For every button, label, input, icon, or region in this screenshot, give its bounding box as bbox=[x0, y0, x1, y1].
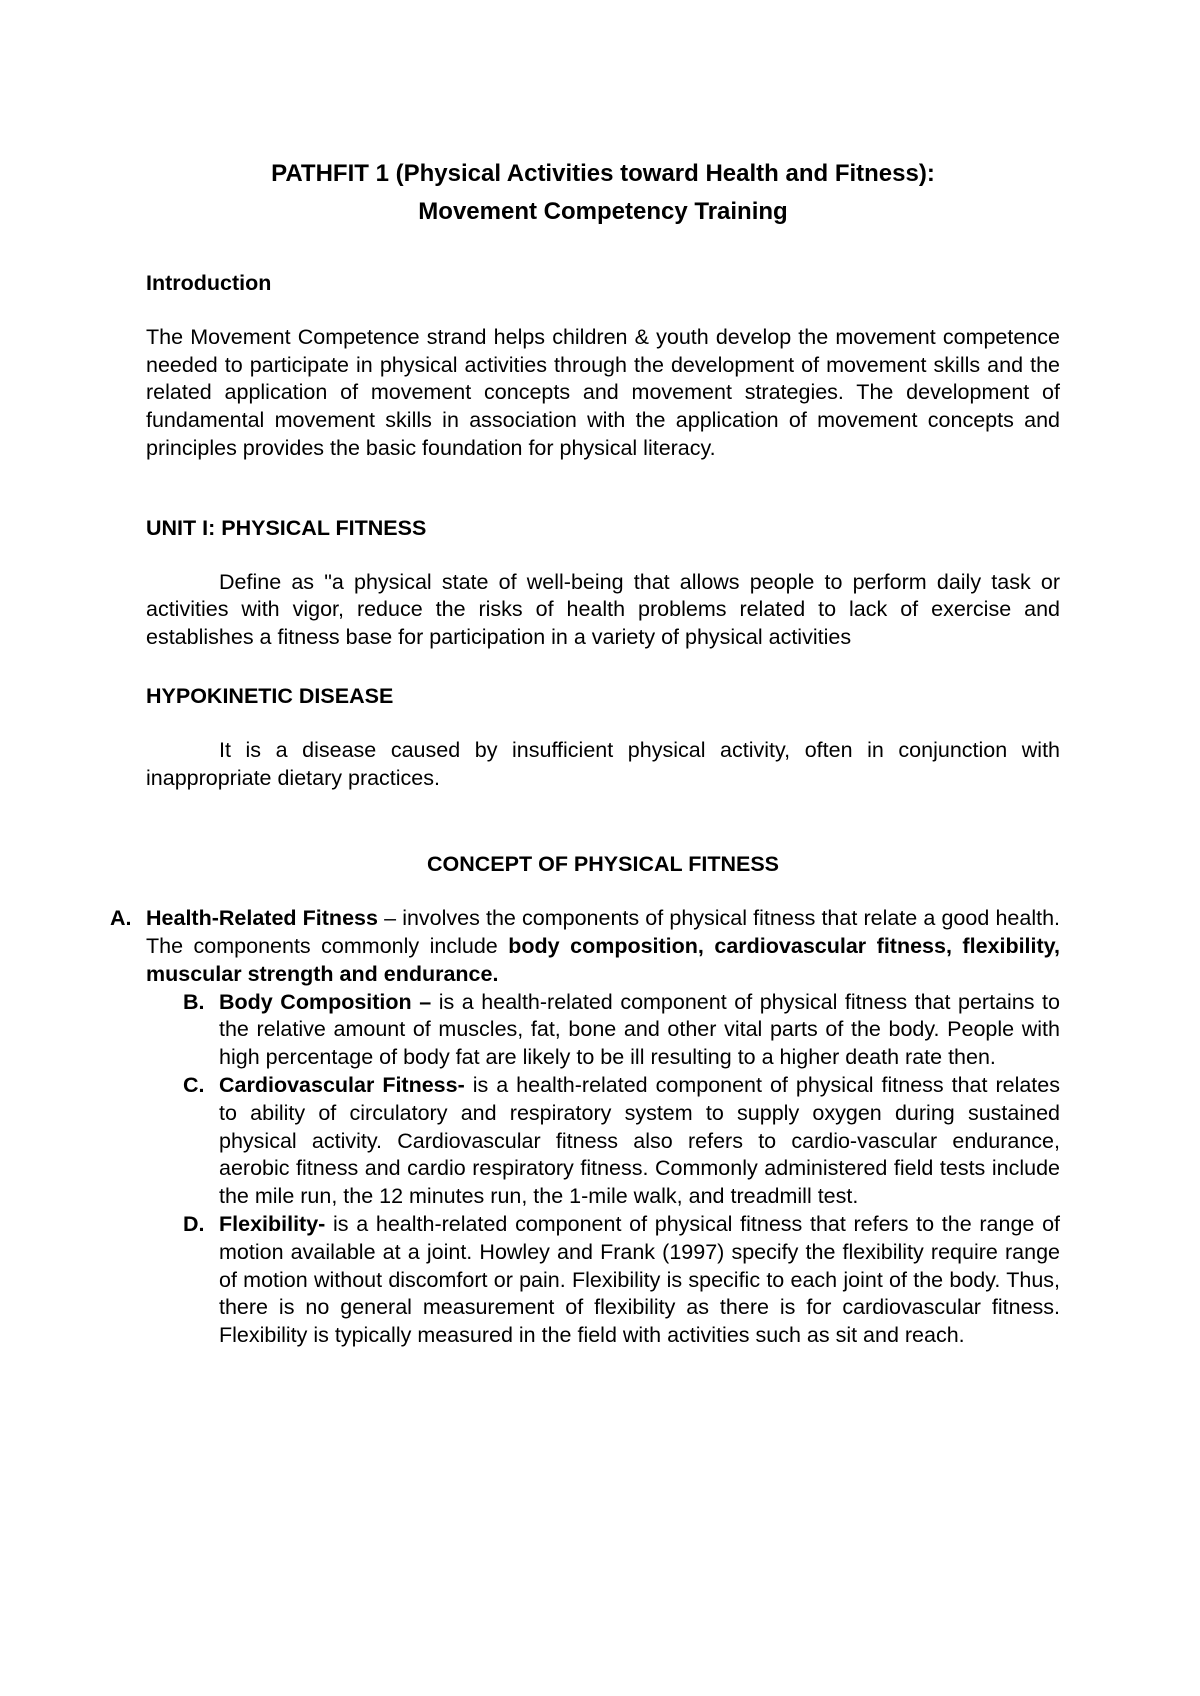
item-term: Body Composition – bbox=[219, 989, 432, 1014]
unit1-paragraph: Define as "a physical state of well-being that allows people to perform daily task or activities with vigor, reduce the risks of health problems related to lack of exercise and establishes a fitness base for participation in a variety of physical activities bbox=[146, 569, 1060, 650]
item-text: is a health-related component of physical fitness that refers to the range of motion available at a joint. Howley and Frank (1997) specify the flexibility require range of motion without discomfort or pain. Flexibility is specific to each joint of the body. Thus, there is no general measurement of flexibility as there is for cardiovascular fitness. Flexibility is typically measured in the field with activities such as sit and reach. bbox=[219, 1211, 1060, 1348]
item-term: Cardiovascular Fitness- bbox=[219, 1072, 465, 1097]
item-text: – involves the components of physical fitness that relate a good health. The components commonly include bbox=[146, 906, 1060, 958]
concept-heading: CONCEPT OF PHYSICAL FITNESS bbox=[427, 852, 779, 877]
document-title-line-2: Movement Competency Training bbox=[418, 198, 788, 225]
intro-heading: Introduction bbox=[146, 271, 272, 295]
concept-item-d bbox=[183, 1211, 1060, 1350]
item-marker: C. bbox=[183, 1072, 205, 1097]
unit1-heading: UNIT I: PHYSICAL FITNESS bbox=[146, 515, 427, 540]
concept-item-b bbox=[183, 989, 1060, 1072]
document-title-line-1: PATHFIT 1 (Physical Activities toward Health and Fitness): bbox=[271, 160, 935, 187]
concept-item-a bbox=[110, 905, 1060, 988]
item-text: is a health-related component of physical fitness that relates to ability of circulatory and respiratory system to supply oxygen during sustained physical activity. Cardiovascular fitness also refers to cardio-vascular endurance, aerobic fitness and cardio respiratory fitness. Commonly administered field tests include the mile run, the 12 minutes run, the 1-mile walk, and treadmill test. bbox=[219, 1072, 1060, 1209]
intro-paragraph: The Movement Competence strand helps children & youth develop the movement competence needed to participate in physical activities through the development of movement skills and the related application of movement concepts and movement strategies. The development of fundamental movement skills in association with the application of movement concepts and principles provides the basic foundation for physical literacy. bbox=[146, 324, 1060, 460]
item-marker: D. bbox=[183, 1211, 205, 1236]
hypokinetic-heading: HYPOKINETIC DISEASE bbox=[146, 683, 394, 708]
concept-item-c bbox=[183, 1072, 1060, 1211]
item-term: Health-Related Fitness bbox=[146, 906, 378, 931]
item-term: Flexibility- bbox=[219, 1211, 326, 1236]
item-marker: A. bbox=[110, 906, 132, 931]
item-text: is a health-related component of physical fitness that pertains to the relative amount of muscles, fat, bone and other vital parts of the body. People with high percentage of body fat are likely to be ill resulting to a higher death rate then. bbox=[219, 989, 1060, 1070]
document-body bbox=[110, 155, 1060, 1350]
hypokinetic-paragraph: It is a disease caused by insufficient physical activity, often in conjunction with inappropriate dietary practices. bbox=[146, 737, 1060, 790]
item-bold-tail: body composition, cardiovascular fitness, flexibility, muscular strength and endurance. bbox=[146, 933, 1060, 986]
item-marker: B. bbox=[183, 989, 205, 1014]
